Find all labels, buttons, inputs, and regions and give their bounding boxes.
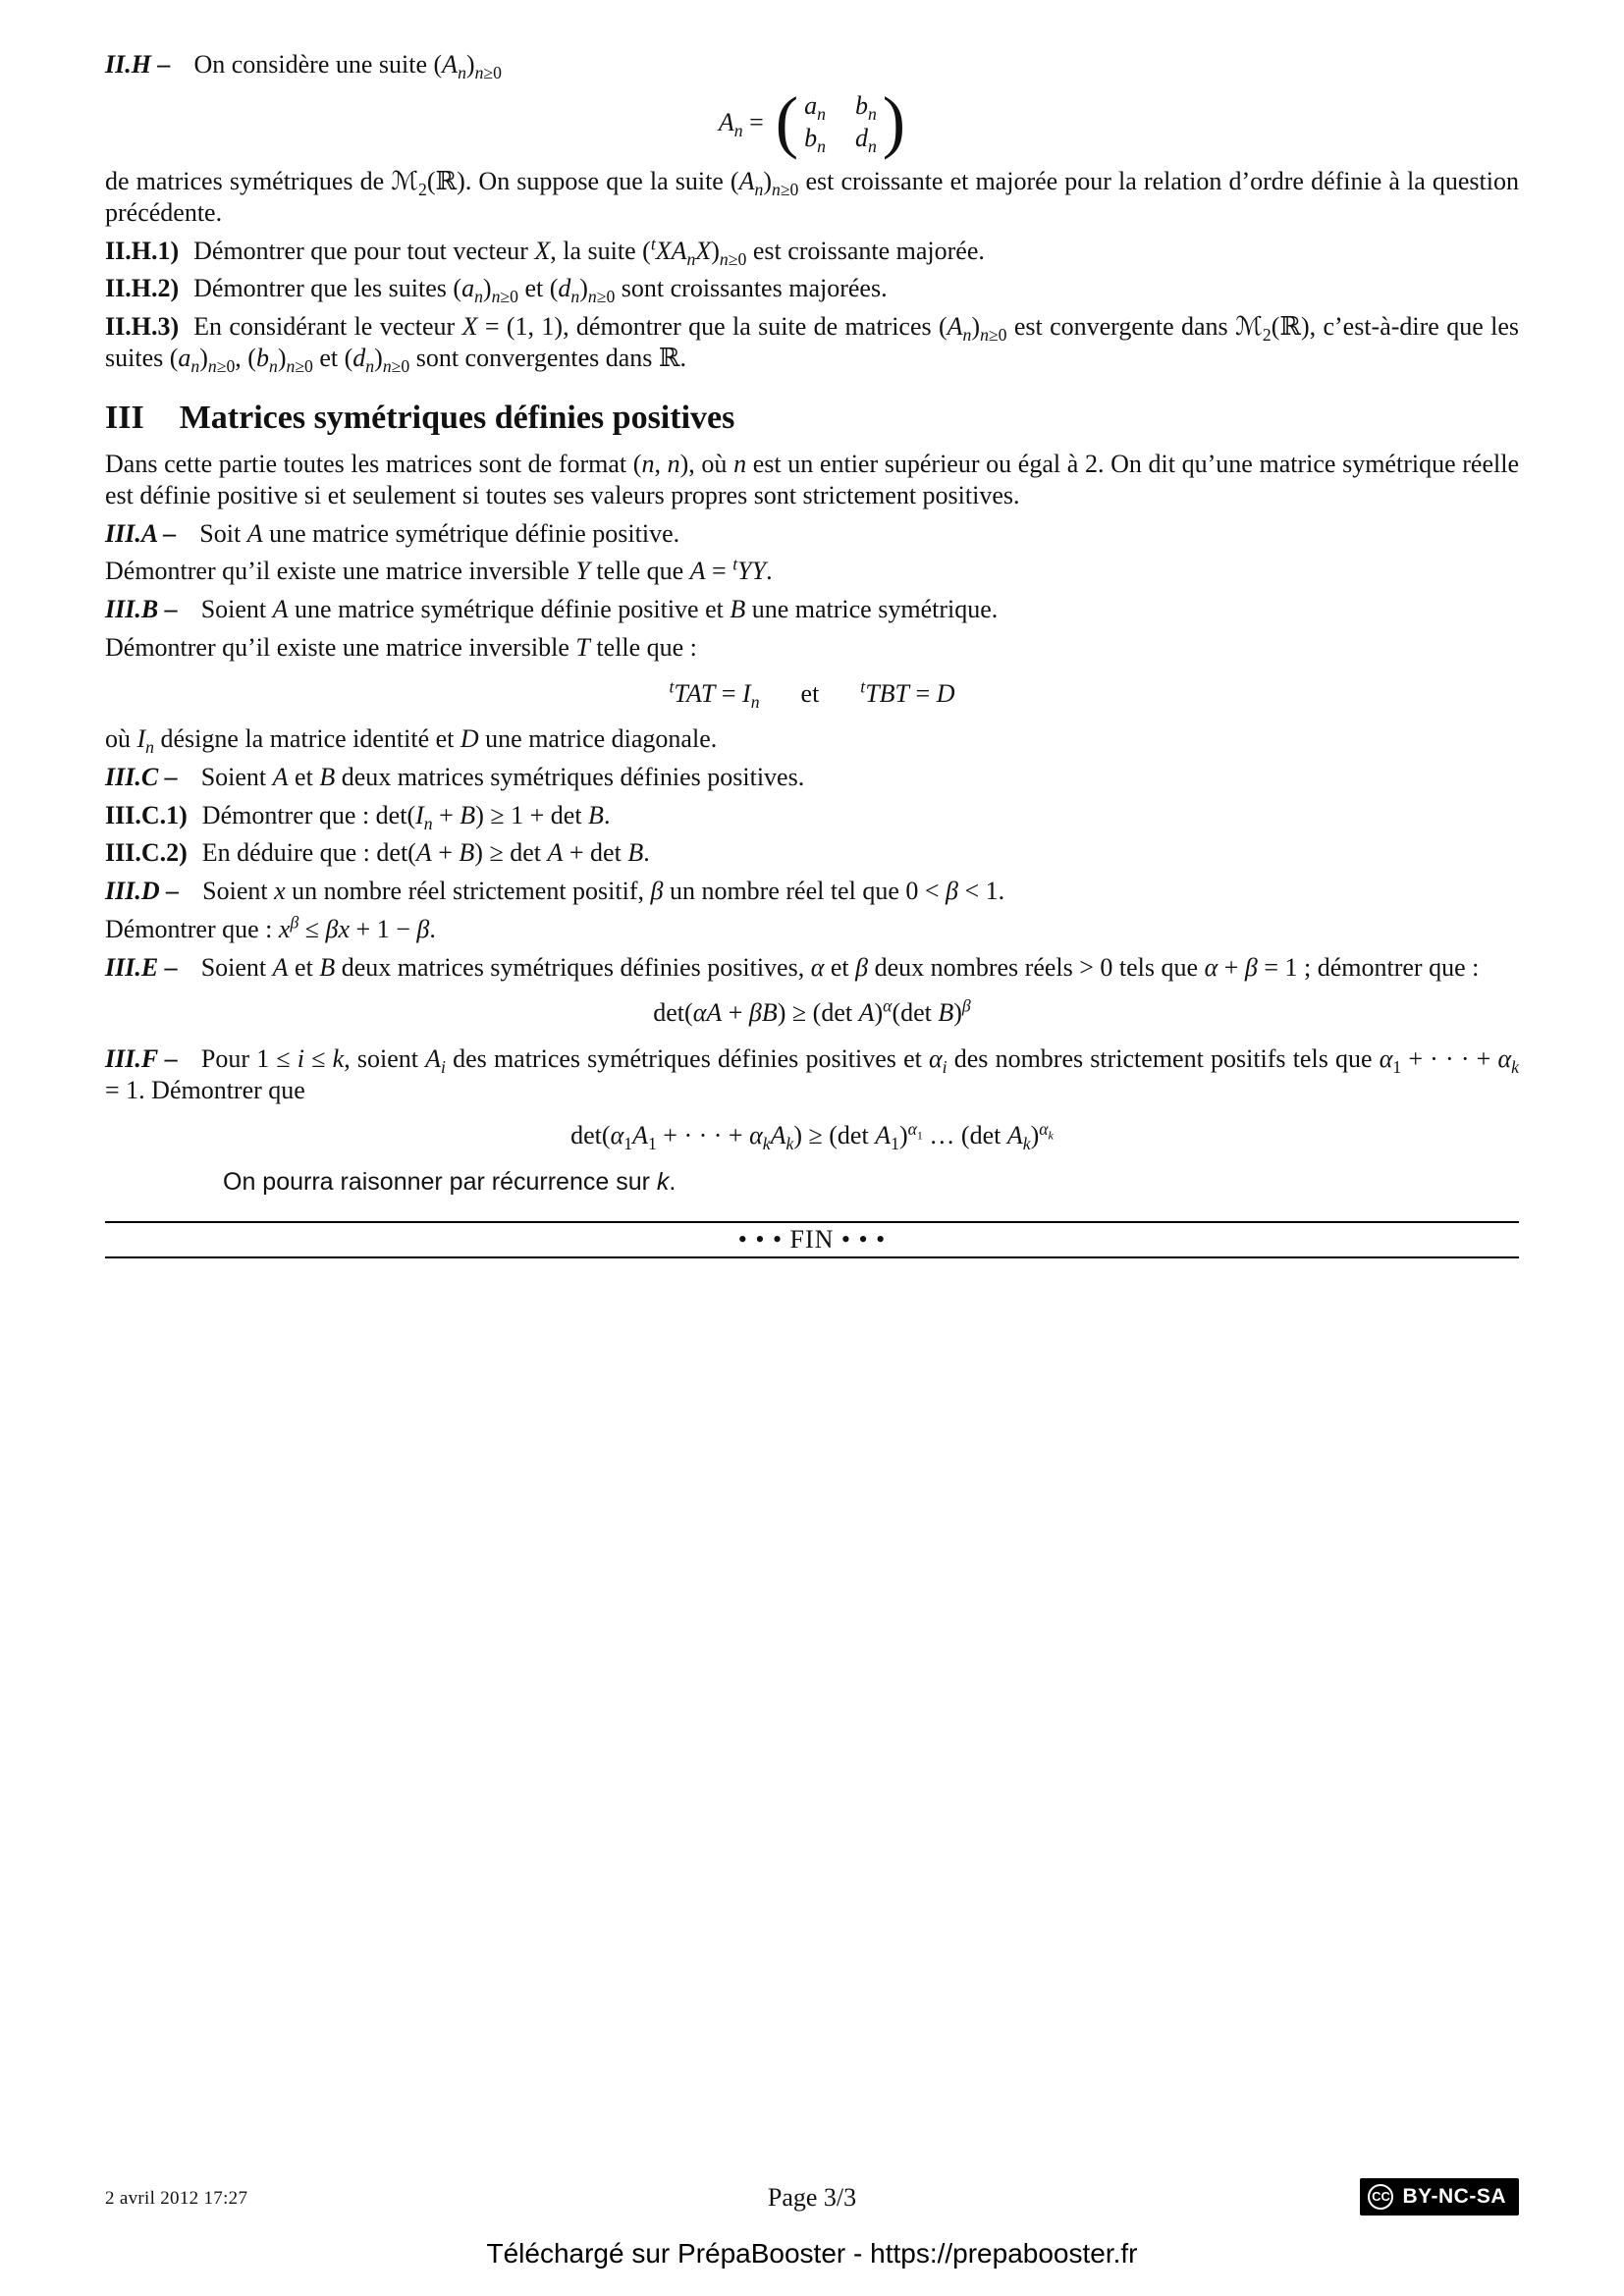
- matrix-cell: $a_n$: [804, 90, 826, 124]
- document-content: [105, 49, 1519, 1258]
- document-blocks: [105, 49, 1519, 1198]
- paragraph-III-B-ou: où $I_n$ désigne la matrice identité et D une matrice diagonale.: [105, 724, 718, 758]
- question-II-H: II.H – On considère une suite $(A_n)_{n\ge 0}$: [105, 50, 502, 83]
- divider-bottom: [105, 1256, 1519, 1258]
- fin-marker: • • • FIN • • •: [737, 1224, 887, 1254]
- question-III-F: III.F – Pour 1 ≤ i ≤ k, soient $A_i$ des matrices symétriques définies positives et $\alpha_i$ des nombres strictement positifs tels que $\alpha_1$ + · · · + $\alpha_k = 1$. Démontrer que: [105, 1044, 1519, 1104]
- question-label: III.C.1): [105, 800, 188, 829]
- question-III-B: III.B – Soient A une matrice symétrique définie positive et B une matrice symétrique.: [105, 595, 999, 624]
- paragraph-section-III-intro: Dans cette partie toutes les matrices sont de format (n, n), où n est un entier supérieur ou égal à 2. On dit qu’une matrice symétrique réelle est définie positive si et seulement si toutes ses valeurs propres sont strictement positives.: [105, 450, 1519, 509]
- paragraph-matrices-symetriques: de matrices symétriques de ℳ$_2$(ℝ). On suppose que la suite $(A_n)_{n\ge 0}$ est croissante et majorée pour la relation d’ordre définie à la question précédente.: [105, 167, 1520, 227]
- download-link[interactable]: [0, 2237, 1624, 2270]
- question-III-C: III.C – Soient A et B deux matrices symétriques définies positives.: [105, 763, 805, 792]
- paragraph-III-A-demontrer: Démontrer qu’il existe une matrice inversible Y telle que A = $^t$YY.: [105, 554, 773, 586]
- right-paren: ): [882, 82, 906, 161]
- section-title: Matrices symétriques définies positives: [179, 400, 735, 437]
- page-number: Page 3/3: [767, 2183, 857, 2213]
- cc-icon: [1368, 2184, 1393, 2210]
- matrix-An-definition: [105, 82, 1519, 161]
- paragraph-III-B-demontrer: Démontrer qu’il existe une matrice inversible T telle que :: [105, 632, 697, 662]
- matrix-cell: $b_n$: [854, 90, 877, 124]
- paragraph-III-D-demontrer: Démontrer que : $x^\beta \le \beta x + 1 - \beta$.: [105, 912, 436, 943]
- question-label: II.H.3): [105, 312, 180, 342]
- question-II-H-3: II.H.3) En considérant le vecteur X = (1, 1), démontrer que la suite de matrices $(A_n)_{n\ge 0}$ est convergente dans ℳ$_2$(ℝ), c’est-à-dire que les suites $(a_n)_{n\ge 0}$, $(b_n)_{n\ge 0}$ et $(d_n)_{n\ge 0}$ sont convergentes dans ℝ.: [105, 312, 1519, 376]
- question-label: II.H –: [105, 50, 171, 79]
- question-II-H-1: II.H.1) Démontrer que pour tout vecteur X, la suite $(^tXA_nX)_{n\ge 0}$ est croissante majorée.: [105, 233, 985, 269]
- footer-date: 2 avril 2012 17:27: [105, 2187, 248, 2209]
- question-label: II.H.1): [105, 236, 180, 265]
- question-III-E: III.E – Soient A et B deux matrices symétriques définies positives, α et β deux nombres réels > 0 tels que α + β = 1 ; démontrer que :: [105, 952, 1480, 982]
- equation-det-sum-alphak: $\det(\alpha_1A_1$ + · · · + $\alpha_kA_k) \ge (\det$ $A_1)^{\alpha_1}$ … (det $A_k)^{\alpha_k}$: [570, 1118, 1054, 1154]
- question-III-A: III.A – Soit A une matrice symétrique définie positive.: [105, 518, 680, 548]
- matrix-cell: $d_n$: [854, 124, 877, 157]
- matrix-cell: $b_n$: [804, 124, 826, 157]
- question-II-H-2: II.H.2) Démontrer que les suites $(a_n)_{n\ge 0}$ et $(d_n)_{n\ge 0}$ sont croissantes majorées.: [105, 274, 888, 307]
- equation-TAT-TBT: $^tTAT = I_n$ et $^t$TBT = D: [669, 675, 955, 712]
- question-label: III.C –: [105, 763, 178, 792]
- matrix-entries: [798, 90, 883, 157]
- question-label: III.C.2): [105, 838, 188, 868]
- question-III-D: III.D – Soient x un nombre réel strictement positif, β un nombre réel tel que 0 < β < 1.: [105, 877, 1005, 906]
- section-III-heading: [105, 399, 1519, 439]
- left-paren: (: [775, 82, 799, 161]
- matrix-lhs: $A_n$ =: [718, 107, 764, 140]
- license-label: BY-NC-SA: [1402, 2185, 1506, 2209]
- question-label: III.F –: [105, 1044, 178, 1074]
- question-III-C-2: III.C.2) En déduire que : det(A + B) ≥ det A + det B.: [105, 838, 650, 868]
- section-number: III: [105, 400, 144, 437]
- question-label: III.E –: [105, 952, 178, 982]
- hint-recurrence: On pourra raisonner par récurrence sur k.: [223, 1168, 677, 1197]
- cc-icon-text: CC: [1372, 2189, 1390, 2205]
- question-label: III.B –: [105, 595, 178, 624]
- license-badge[interactable]: [1360, 2178, 1519, 2216]
- question-label: II.H.2): [105, 274, 180, 303]
- question-III-C-1: III.C.1) Démontrer que : $\det(I_n + B) \ge 1 + \det B$.: [105, 800, 611, 833]
- question-label: III.D –: [105, 877, 180, 906]
- question-label: III.A –: [105, 518, 177, 548]
- download-link-text: Téléchargé sur PrépaBooster - https://prepabooster.fr: [486, 2237, 1138, 2269]
- equation-det-alphaA-betaB: det(αA + βB) ≥ (det A)$^\alpha$(det B)$^\beta$: [653, 995, 971, 1028]
- fin-section: [105, 1221, 1519, 1259]
